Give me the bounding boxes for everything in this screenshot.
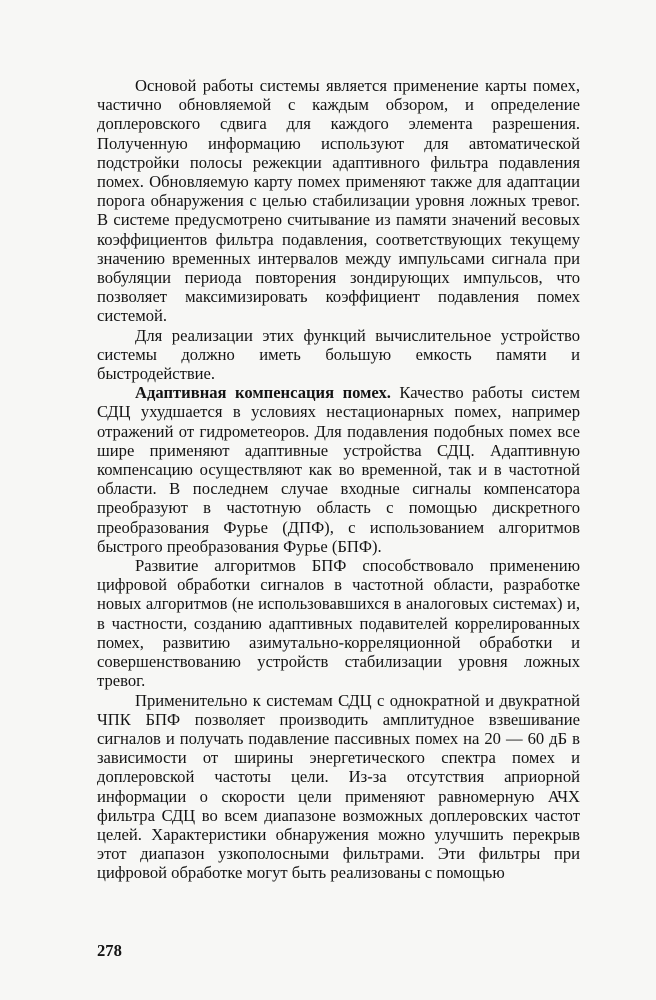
paragraph-heading: Адаптивная компенсация помех. [135,383,391,403]
paragraph-clutter-map [97,76,580,326]
paragraph-fft-development [97,556,580,690]
paragraph-adaptive-compensation [97,383,580,556]
page-number: 278 [97,941,122,960]
paragraph-memory-requirements [97,326,580,384]
paragraph-text: Качество работы систем СДЦ ухудшается в условиях нестационарных помех, например отражений от гидрометеоров. Для подавления подобных помех все шире применяют адаптивные устройства СДЦ. Адаптивную компенсацию осуществляют как во временной, так и в частотной области. В последнем случае входные сигналы компенсатора преобразуют в частотную область с помощью дискретного преобразования Фурье (ДПФ), с использованием алгоритмов быстрого преобразования Фурье (БПФ). [97,383,580,556]
paragraph-mti-application [97,691,580,883]
paragraph-text: Для реализации этих функций вычислительное устройство системы должно иметь большую емкость памяти и быстродействие. [97,325,580,384]
paragraph-text: Развитие алгоритмов БПФ способствовало применению цифровой обработки сигналов в частотной области, разработке новых алгоритмов (не использовавшихся в аналоговых системах) и, в частности, созданию адаптивных подавителей коррелированных помех, развитию азимутально-корреляционной обработки и совершенствованию устройств стабилизации уровня ложных тревог. [97,556,580,691]
paragraph-text: Основой работы системы является применение карты помех, частично обновляемой с каждым обзором, и определение доплеровского сдвига для каждого элемента разрешения. Полученную информацию используют для автоматической подстройки полосы режекции адаптивного фильтра подавления помех. Обновляемую карту помех применяют также для адаптации порога обнаружения с целью стабилизации уровня ложных тревог. В системе предусмотрено считывание из памяти значений весовых коэффициентов фильтра подавления, соответствующих текущему значению временных интервалов между импульсами сигнала при вобуляции периода повторения зондирующих импульсов, что позволяет максимизировать коэффициент подавления помех системой. [97,76,580,326]
page-body [97,76,580,883]
paragraph-text: Применительно к системам СДЦ с однократной и двукратной ЧПК БПФ позволяет производить амплитудное взвешивание сигналов и получать подавление пассивных помех на 20 — 60 дБ в зависимости от ширины энергетического спектра помех и доплеровской частоты цели. Из-за отсутствия априорной информации о скорости цели применяют равномерную АЧХ фильтра СДЦ во всем диапазоне возможных доплеровских частот целей. Характеристики обнаружения можно улучшить перекрыв этот диапазон узкополосными фильтрами. Эти фильтры при цифровой обработке могут быть реализованы с помощью [97,690,580,883]
